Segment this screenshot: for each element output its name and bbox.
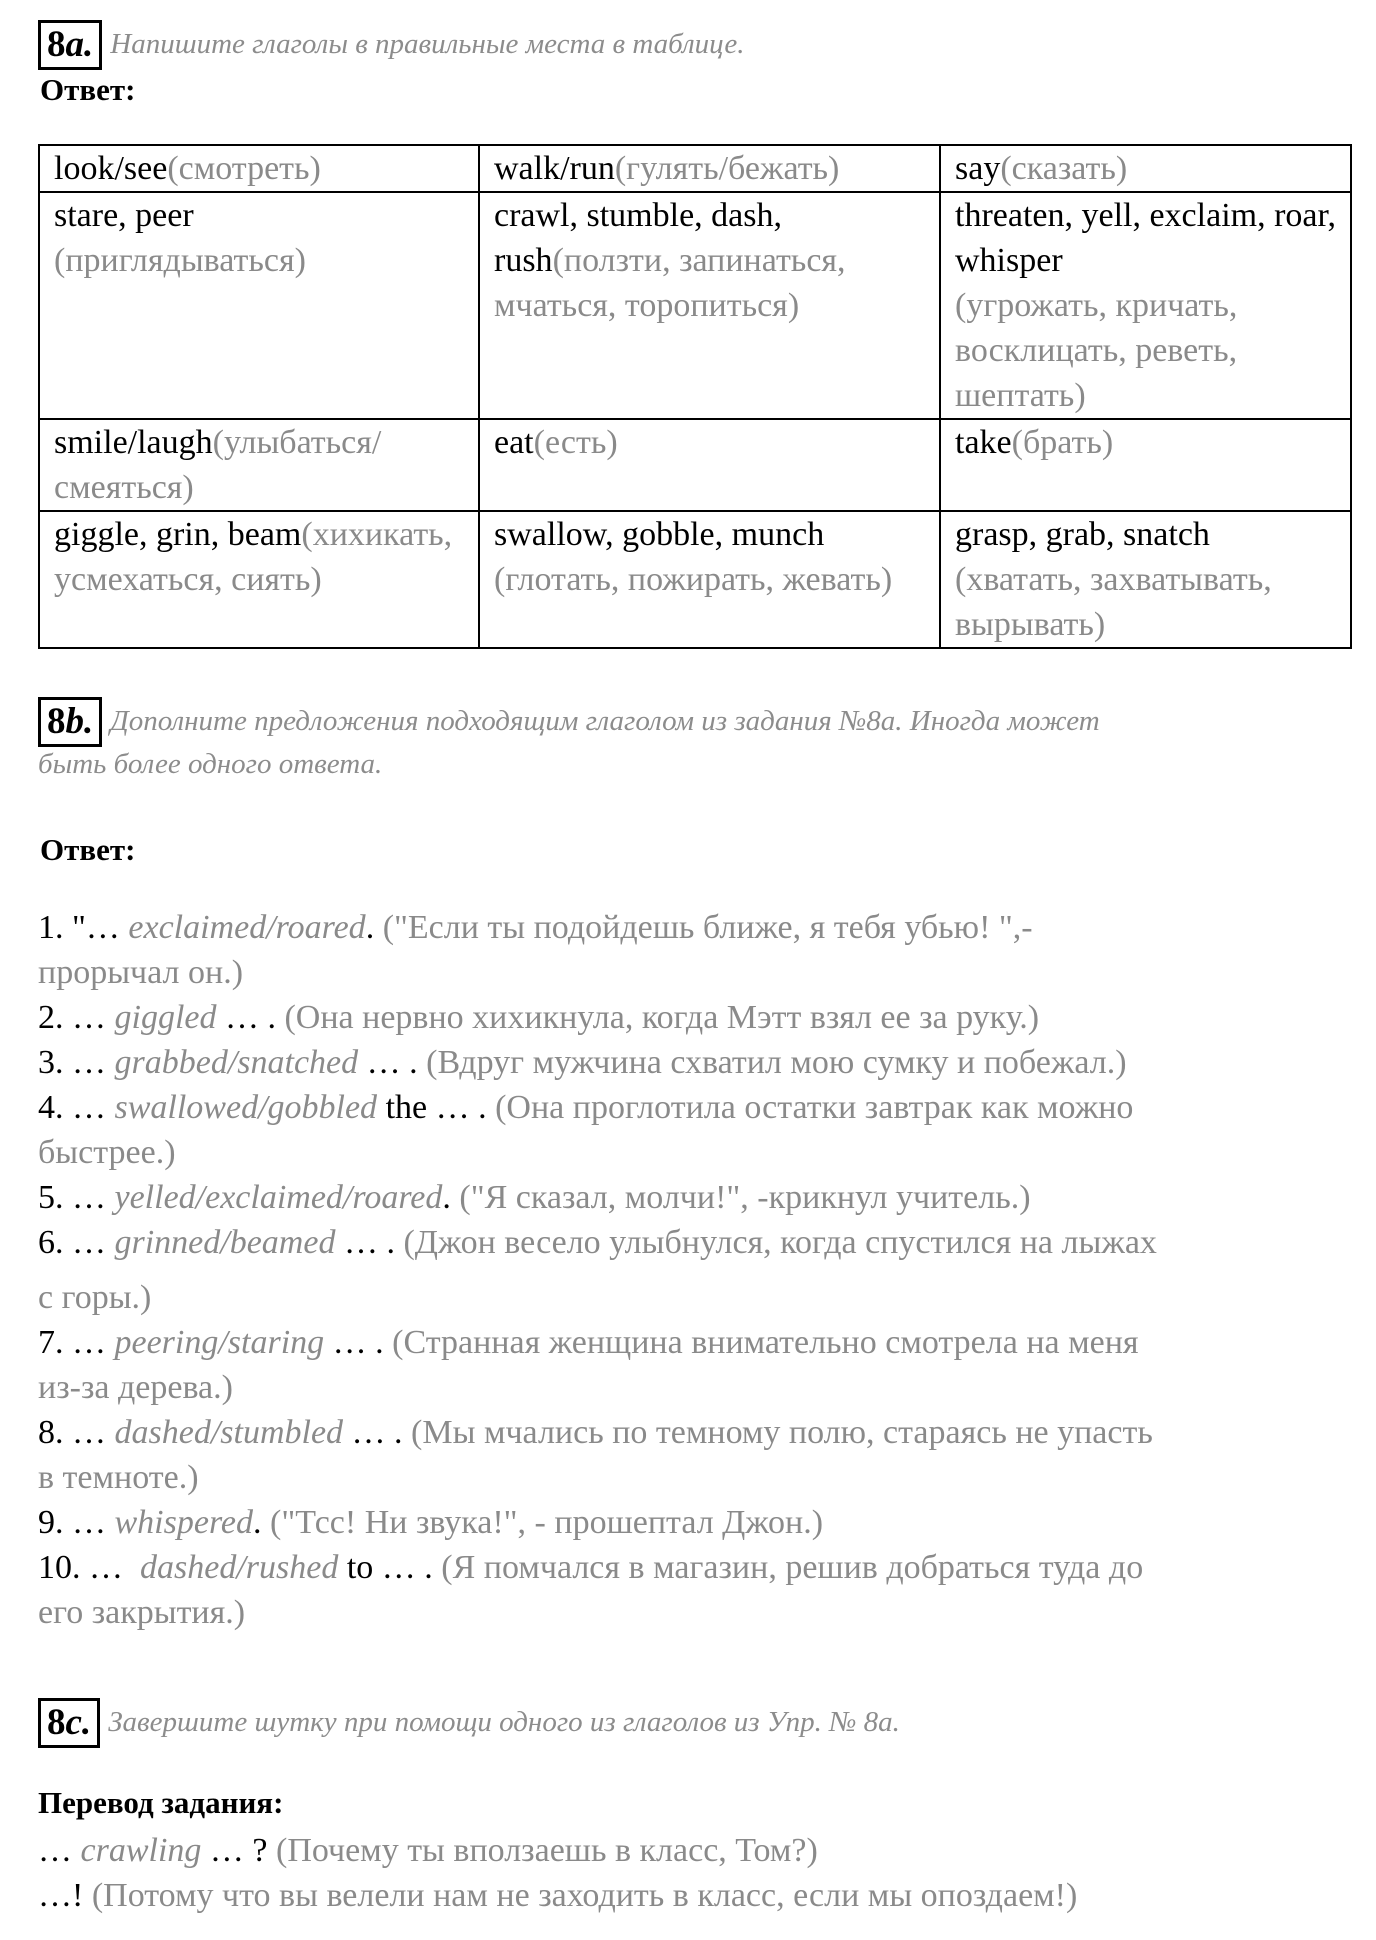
list-item: 1. "… exclaimed/roared. ("Если ты подойдешь ближе, я тебя убью! ",- прорычал он.) <box>38 909 1033 991</box>
task-8b-answer-heading: Ответ: <box>40 832 136 867</box>
list-item: 6. … grinned/beamed … . (Джон весело улыбнулся, когда спустился на лыжах с горы.) <box>38 1224 1157 1316</box>
list-item: 5. … yelled/exclaimed/roared. ("Я сказал, молчи!", -крикнул учитель.) <box>38 1179 1031 1216</box>
task-8c-label: 8c. <box>38 1698 100 1748</box>
list-item: 8. … dashed/stumbled … . (Мы мчались по темному полю, стараясь не упасть в темноте.) <box>38 1414 1153 1496</box>
list-item: 4. … swallowed/gobbled the … . (Она проглотила остатки завтрак как можно быстрее.) <box>38 1089 1134 1171</box>
task-8b-label: 8b. <box>38 697 102 747</box>
table-cell: threaten, yell, exclaim, roar, whisper (угрожать, кричать, восклицать, реветь, шептать) <box>940 192 1351 419</box>
list-item: 3. … grabbed/snatched … . (Вдруг мужчина схватил мою сумку и побежал.) <box>38 1044 1127 1081</box>
table-cell: look/see(смотреть) <box>39 145 479 192</box>
task-8c-heading: Перевод задания: <box>38 1785 284 1820</box>
task-8a-header <box>38 20 745 70</box>
task-8a-answer-heading: Ответ: <box>40 72 136 107</box>
table-cell: say(сказать) <box>940 145 1351 192</box>
table-cell: take(брать) <box>940 419 1351 511</box>
task-8c-instruction: Завершите шутку при помощи одного из глаголов из Упр. № 8а. <box>108 1706 900 1738</box>
table-cell: giggle, grin, beam(хихикать, усмехаться, сиять) <box>39 511 479 648</box>
table-cell: eat(есть) <box>479 419 940 511</box>
table-cell: stare, peer (приглядываться) <box>39 192 479 419</box>
list-item: 2. … giggled … . (Она нервно хихикнула, когда Мэтт взял ее за руку.) <box>38 999 1040 1036</box>
table-cell: walk/run(гулять/бежать) <box>479 145 940 192</box>
task-8b-instruction: Дополните предложения подходящим глаголом из задания №8а. Иногда может <box>110 705 1100 737</box>
table-row <box>39 419 1351 511</box>
verbs-table <box>38 144 1352 649</box>
answers-list <box>38 905 1348 1635</box>
joke-text: … crawling … ? (Почему ты вползаешь в класс, Том?) …! (Потому что вы велели нам не заходить в класс, если мы опоздаем!) <box>38 1832 1078 1914</box>
list-item: 9. … whispered. ("Тсс! Ни звука!", - прошептал Джон.) <box>38 1504 824 1541</box>
table-cell: crawl, stumble, dash, rush(ползти, запинаться, мчаться, торопиться) <box>479 192 940 419</box>
table-cell: swallow, gobble, munch (глотать, пожирать, жевать) <box>479 511 940 648</box>
table-cell: grasp, grab, snatch (хватать, захватывать, вырывать) <box>940 511 1351 648</box>
list-item: 7. … peering/staring … . (Странная женщина внимательно смотрела на меня из-за дерева.) <box>38 1324 1139 1406</box>
list-item: 10. … dashed/rushed to … . (Я помчался в магазин, решив добраться туда до его закрытия.) <box>38 1549 1144 1631</box>
table-row <box>39 511 1351 648</box>
table-row <box>39 145 1351 192</box>
task-8c-header <box>38 1698 900 1748</box>
task-8b-instruction-cont: быть более одного ответа. <box>38 748 383 780</box>
table-row <box>39 192 1351 419</box>
task-8a-instruction: Напишите глаголы в правильные места в таблице. <box>110 28 745 60</box>
table-cell: smile/laugh(улыбаться/ смеяться) <box>39 419 479 511</box>
task-8a-label: 8a. <box>38 20 102 70</box>
